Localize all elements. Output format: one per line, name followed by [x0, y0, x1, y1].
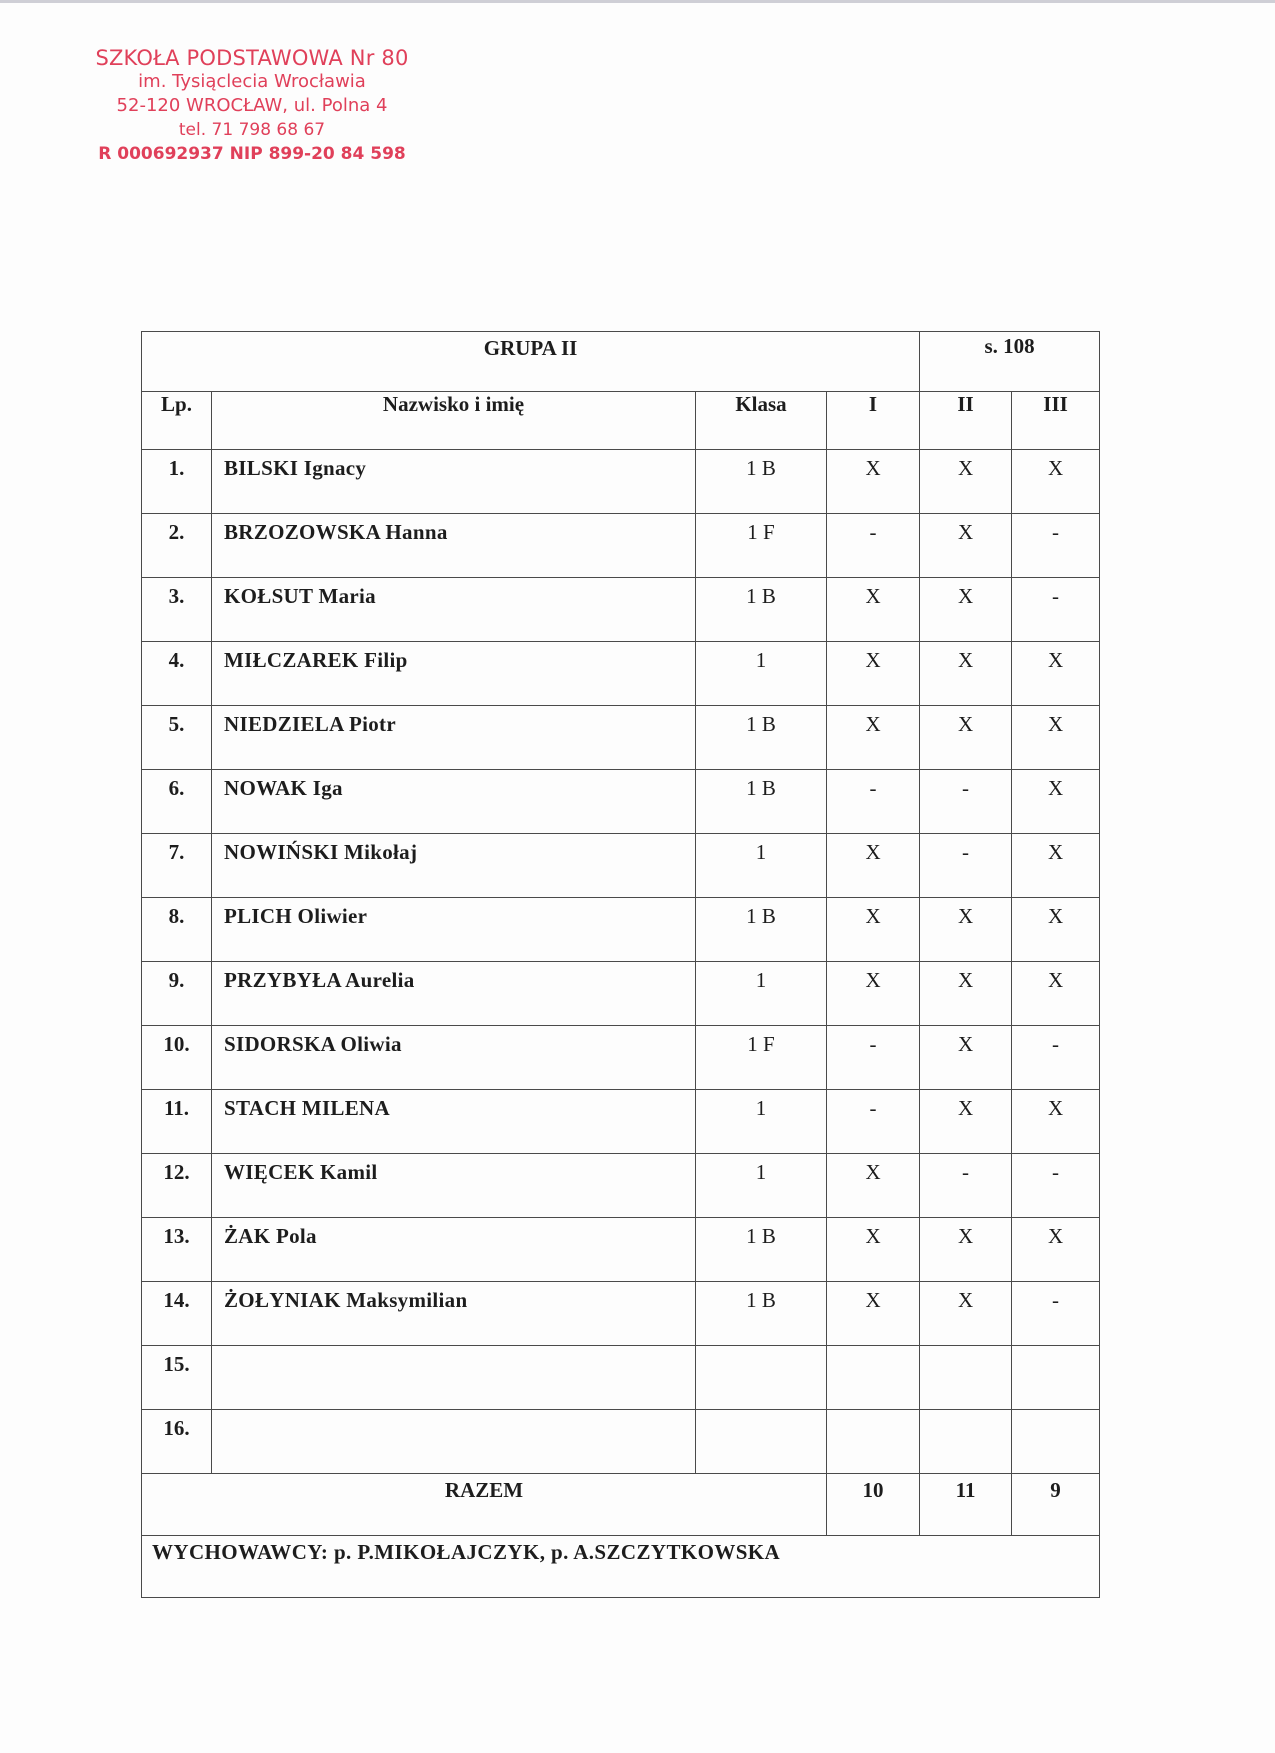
- mark-col-1: X: [827, 898, 920, 962]
- mark-col-3: X: [1012, 898, 1100, 962]
- stamp-registry-numbers: R 000692937 NIP 899-20 84 598: [98, 144, 406, 164]
- mark-col-2: X: [920, 706, 1012, 770]
- student-class: 1 F: [696, 514, 827, 578]
- mark-col-2: X: [920, 450, 1012, 514]
- row-number: 3.: [142, 578, 212, 642]
- row-number: 8.: [142, 898, 212, 962]
- mark-col-1: X: [827, 962, 920, 1026]
- mark-col-1: X: [827, 1282, 920, 1346]
- student-name: STACH MILENA: [212, 1090, 696, 1154]
- student-class: [696, 1410, 827, 1474]
- table-row: [142, 450, 1100, 514]
- row-number: 6.: [142, 770, 212, 834]
- row-number: 15.: [142, 1346, 212, 1410]
- mark-col-3: X: [1012, 450, 1100, 514]
- student-name: PLICH Oliwier: [212, 898, 696, 962]
- mark-col-3: -: [1012, 578, 1100, 642]
- student-class: 1 F: [696, 1026, 827, 1090]
- student-name: WIĘCEK Kamil: [212, 1154, 696, 1218]
- group-title-cell: [142, 332, 920, 392]
- student-class: 1 B: [696, 1282, 827, 1346]
- student-name: KOŁSUT Maria: [212, 578, 696, 642]
- table-row: [142, 1218, 1100, 1282]
- row-number: 13.: [142, 1218, 212, 1282]
- stamp-patron: im. Tysiąclecia Wrocławia: [138, 71, 366, 92]
- mark-col-2: -: [920, 770, 1012, 834]
- table-row: [142, 706, 1100, 770]
- row-number: 5.: [142, 706, 212, 770]
- student-name: NIEDZIELA Piotr: [212, 706, 696, 770]
- table-row: [142, 1282, 1100, 1346]
- mark-col-2: X: [920, 962, 1012, 1026]
- row-number: 11.: [142, 1090, 212, 1154]
- table-row: [142, 1346, 1100, 1410]
- summary-label: RAZEM: [142, 1474, 827, 1536]
- table-row: [142, 1154, 1100, 1218]
- summary-col-2: 11: [920, 1474, 1012, 1536]
- student-class: [696, 1346, 827, 1410]
- mark-col-1: X: [827, 642, 920, 706]
- stamp-address: 52-120 WROCŁAW, ul. Polna 4: [116, 95, 388, 116]
- student-class: 1: [696, 1154, 827, 1218]
- student-class: 1 B: [696, 770, 827, 834]
- group-attendance-table: [141, 331, 1100, 1598]
- table-row: [142, 1410, 1100, 1474]
- table-row: [142, 1026, 1100, 1090]
- mark-col-1: -: [827, 1090, 920, 1154]
- mark-col-1: X: [827, 578, 920, 642]
- row-number: 4.: [142, 642, 212, 706]
- student-name: [212, 1346, 696, 1410]
- mark-col-3: X: [1012, 834, 1100, 898]
- room-number: s. 108: [984, 334, 1035, 358]
- mark-col-3: X: [1012, 962, 1100, 1026]
- mark-col-3: X: [1012, 1090, 1100, 1154]
- header-name: Nazwisko i imię: [212, 392, 696, 450]
- table-row: [142, 578, 1100, 642]
- stamp-school-name: SZKOŁA PODSTAWOWA Nr 80: [95, 46, 409, 70]
- student-name: ŻAK Pola: [212, 1218, 696, 1282]
- mark-col-2: X: [920, 898, 1012, 962]
- student-name: MIŁCZAREK Filip: [212, 642, 696, 706]
- student-name: SIDORSKA Oliwia: [212, 1026, 696, 1090]
- header-col-2: II: [920, 392, 1012, 450]
- footer-row: [142, 1536, 1100, 1598]
- table-row: [142, 898, 1100, 962]
- summary-col-1: 10: [827, 1474, 920, 1536]
- mark-col-2: X: [920, 1282, 1012, 1346]
- header-col-1: I: [827, 392, 920, 450]
- row-number: 14.: [142, 1282, 212, 1346]
- mark-col-3: X: [1012, 770, 1100, 834]
- school-stamp: [82, 46, 422, 166]
- mark-col-3: -: [1012, 514, 1100, 578]
- mark-col-3: X: [1012, 1218, 1100, 1282]
- student-name: NOWIŃSKI Mikołaj: [212, 834, 696, 898]
- mark-col-2: X: [920, 1090, 1012, 1154]
- student-class: 1: [696, 962, 827, 1026]
- student-class: 1: [696, 642, 827, 706]
- mark-col-1: X: [827, 1154, 920, 1218]
- stamp-phone: tel. 71 798 68 67: [178, 120, 326, 140]
- header-class: Klasa: [696, 392, 827, 450]
- row-number: 16.: [142, 1410, 212, 1474]
- table-row: [142, 1090, 1100, 1154]
- table-row: [142, 642, 1100, 706]
- summary-col-3: 9: [1012, 1474, 1100, 1536]
- mark-col-1: [827, 1410, 920, 1474]
- mark-col-2: -: [920, 834, 1012, 898]
- student-name: PRZYBYŁA Aurelia: [212, 962, 696, 1026]
- mark-col-1: X: [827, 834, 920, 898]
- mark-col-2: X: [920, 1026, 1012, 1090]
- mark-col-2: X: [920, 1218, 1012, 1282]
- row-number: 12.: [142, 1154, 212, 1218]
- student-name: NOWAK Iga: [212, 770, 696, 834]
- summary-row: [142, 1474, 1100, 1536]
- row-number: 7.: [142, 834, 212, 898]
- student-class: 1 B: [696, 1218, 827, 1282]
- student-name: ŻOŁYNIAK Maksymilian: [212, 1282, 696, 1346]
- mark-col-3: -: [1012, 1026, 1100, 1090]
- mark-col-2: X: [920, 514, 1012, 578]
- mark-col-2: -: [920, 1154, 1012, 1218]
- student-name: [212, 1410, 696, 1474]
- tutors-line: WYCHOWAWCY: p. P.MIKOŁAJCZYK, p. A.SZCZYTKOWSKA: [142, 1536, 1100, 1598]
- mark-col-3: -: [1012, 1154, 1100, 1218]
- header-col-3: III: [1012, 392, 1100, 450]
- student-class: 1 B: [696, 898, 827, 962]
- scan-top-edge: [0, 0, 1275, 3]
- mark-col-1: -: [827, 1026, 920, 1090]
- row-number: 1.: [142, 450, 212, 514]
- mark-col-2: [920, 1410, 1012, 1474]
- row-number: 10.: [142, 1026, 212, 1090]
- student-name: BRZOZOWSKA Hanna: [212, 514, 696, 578]
- mark-col-3: [1012, 1410, 1100, 1474]
- mark-col-2: [920, 1346, 1012, 1410]
- mark-col-1: [827, 1346, 920, 1410]
- mark-col-3: X: [1012, 706, 1100, 770]
- mark-col-2: X: [920, 642, 1012, 706]
- mark-col-1: X: [827, 706, 920, 770]
- table-row: [142, 514, 1100, 578]
- row-number: 2.: [142, 514, 212, 578]
- student-class: 1 B: [696, 706, 827, 770]
- table-row: [142, 834, 1100, 898]
- group-title: GRUPA II: [483, 336, 578, 360]
- student-class: 1 B: [696, 578, 827, 642]
- student-class: 1 B: [696, 450, 827, 514]
- room-cell: [920, 332, 1100, 392]
- table-row: [142, 770, 1100, 834]
- mark-col-3: X: [1012, 642, 1100, 706]
- header-lp: Lp.: [142, 392, 212, 450]
- title-row: [142, 332, 1100, 392]
- header-row: [142, 392, 1100, 450]
- mark-col-1: -: [827, 770, 920, 834]
- table-row: [142, 962, 1100, 1026]
- mark-col-3: [1012, 1346, 1100, 1410]
- mark-col-3: -: [1012, 1282, 1100, 1346]
- student-name: BILSKI Ignacy: [212, 450, 696, 514]
- mark-col-1: X: [827, 1218, 920, 1282]
- row-number: 9.: [142, 962, 212, 1026]
- student-class: 1: [696, 834, 827, 898]
- mark-col-2: X: [920, 578, 1012, 642]
- mark-col-1: X: [827, 450, 920, 514]
- mark-col-1: -: [827, 514, 920, 578]
- student-class: 1: [696, 1090, 827, 1154]
